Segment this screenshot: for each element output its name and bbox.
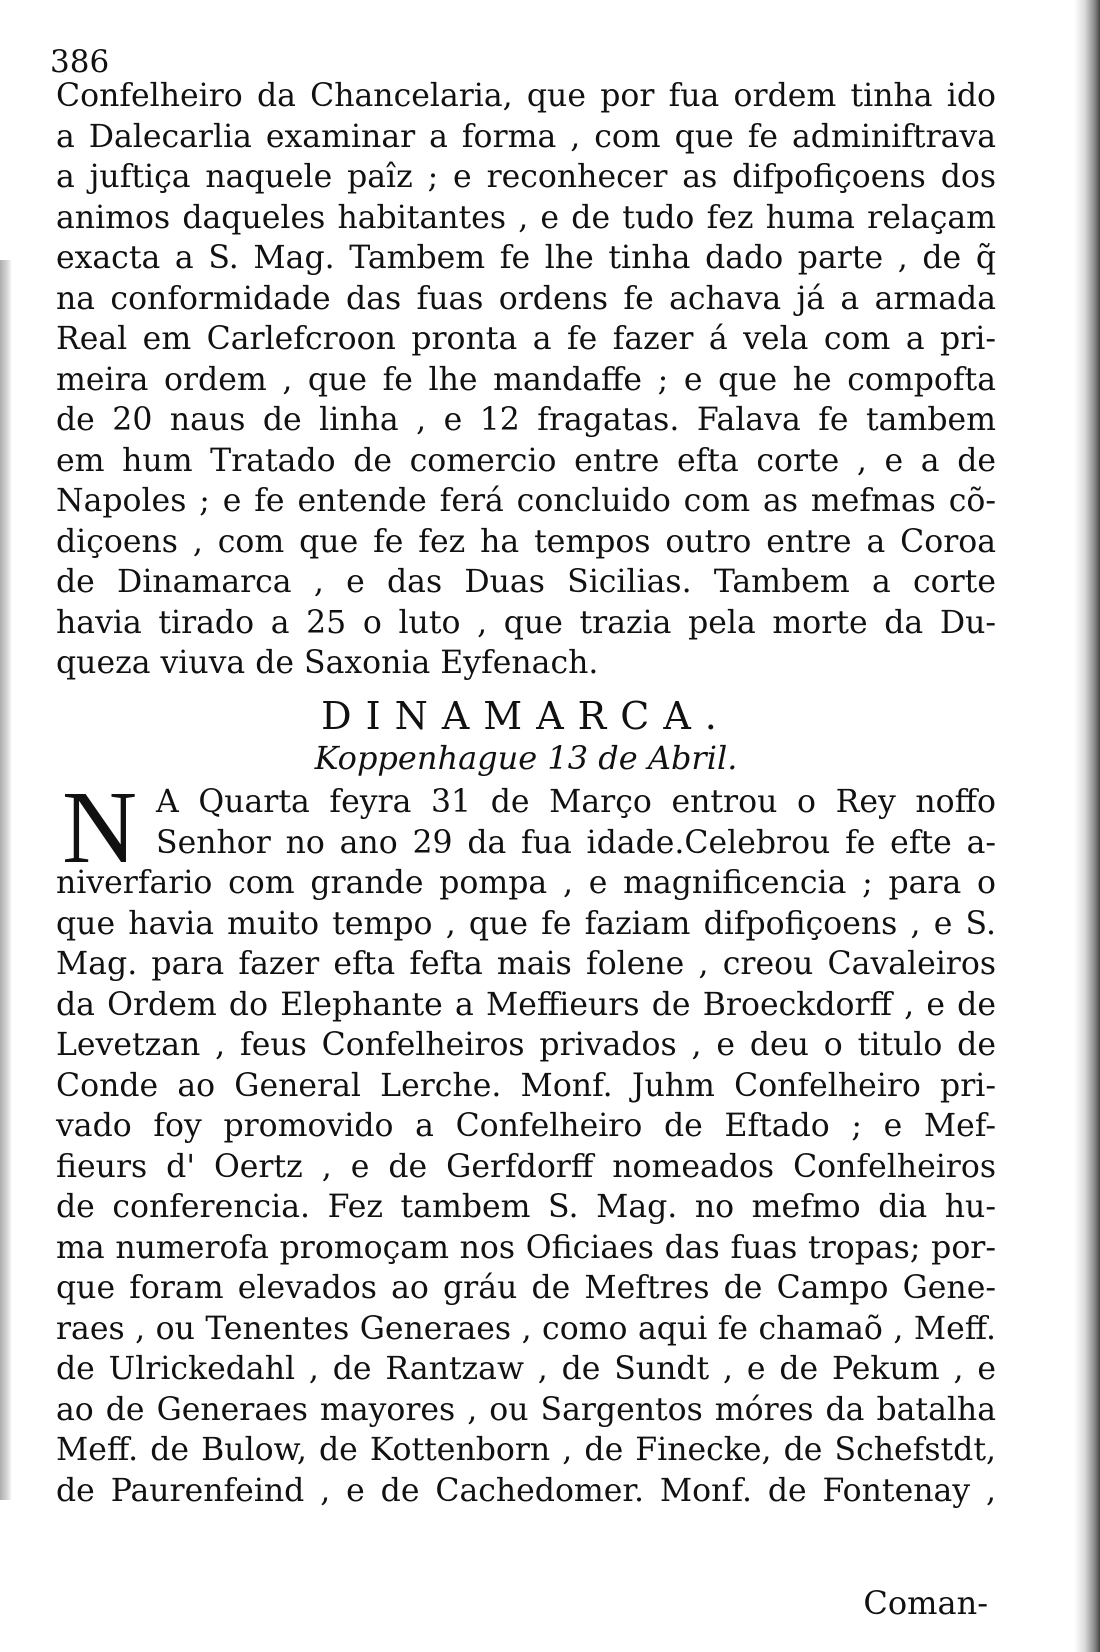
text-line: A Quarta feyra 31 de Março entrou o Rey noffo [156, 784, 996, 820]
page-edge-shadow-left [0, 260, 12, 1500]
drop-cap: N [62, 770, 138, 885]
text-line: ma numerofa promoçam nos Oficiaes das fuas tropas; por- [56, 1229, 996, 1266]
text-line: Napoles ; e fe entende ferá concluido com as mefmas cõ- [56, 483, 996, 519]
text-line: Confelheiro da Chancelaria, que por fua ordem tinha ido [56, 78, 996, 114]
text-line: de Paurenfeind , e de Cachedomer. Monf. de Fontenay , [56, 1472, 996, 1509]
text-line: na conformidade das fuas ordens fe achava já a armada [56, 280, 996, 317]
text-line: a juftiça naquele paîz ; e reconhecer as difpofiçoens dos [56, 159, 996, 195]
text-line: niverfario com grande pompa , e magnificencia ; para o [56, 865, 996, 901]
text-line: que foram elevados ao gráu de Meftres de Campo Gene- [56, 1270, 996, 1306]
text-line: de Dinamarca , e das Duas Sicilias. Tambem a corte [56, 564, 996, 600]
article-paragraph [56, 770, 996, 1511]
text-line: em hum Tratado de comercio entre efta corte , e a de [56, 442, 996, 479]
text-line: Meff. de Bulow, de Kottenborn , de Finecke, de Schefstdt, [56, 1432, 996, 1468]
text-line: queza viuva de Saxonia Eyfenach. [56, 645, 599, 681]
text-line: a Dalecarlia examinar a forma , com que fe adminiftrava [56, 118, 996, 155]
text-line: animos daqueles habitantes , e de tudo fez huma relaçam [56, 199, 996, 236]
text-line: ao de Generaes mayores , ou Sargentos móres da batalha [56, 1391, 996, 1428]
page-number: 386 [50, 44, 110, 80]
text-line: Mag. para fazer efta fefta mais folene , creou Cavaleiros [56, 946, 996, 982]
paragraph-continued [56, 76, 996, 684]
text-line: Senhor no ano 29 da fua idade.Celebrou fe efte a- [156, 824, 996, 861]
dateline: Koppenhague 13 de Abril. [314, 739, 738, 777]
text-line: exacta a S. Mag. Tambem fe lhe tinha dado parte , de q̃ [56, 240, 996, 276]
text-line: Levetzan , feus Confelheiros privados , e deu o titulo de [56, 1027, 996, 1063]
text-line: que havia muito tempo , que fe faziam difpofiçoens , e S. [56, 905, 996, 942]
text-line: de Ulrickedahl , de Rantzaw , de Sundt , e de Pekum , e [56, 1351, 996, 1387]
text-line: vado foy promovido a Confelheiro de Eftado ; e Mef- [56, 1108, 996, 1144]
text-line: diçoens , com que fe fez ha tempos outro entre a Coroa [56, 523, 996, 560]
text-line: de conferencia. Fez tambem S. Mag. no mefmo dia hu- [56, 1189, 996, 1225]
text-line: Real em Carlefcroon pronta a fe fazer á vela com a pri- [56, 321, 996, 357]
text-line: meira ordem , que fe lhe mandaffe ; e que he compofta [56, 361, 996, 398]
text-line: havia tirado a 25 o luto , que trazia pela morte da Du- [56, 604, 996, 641]
text-line: de 20 naus de linha , e 12 fragatas. Falava fe tambem [56, 402, 996, 438]
page-edge-shadow-right [1074, 0, 1100, 1652]
text-line: fieurs d' Oertz , e de Gerfdorff nomeados Confelheiros [56, 1148, 996, 1185]
text-line: raes , ou Tenentes Generaes , como aqui fe chamaõ , Meff. [56, 1310, 996, 1347]
catchword: Coman- [863, 1584, 988, 1622]
text-line: da Ordem do Elephante a Meffieurs de Broeckdorff , e de [56, 986, 996, 1023]
text-line: Conde ao General Lerche. Monf. Juhm Confelheiro pri- [56, 1067, 996, 1104]
section-heading: DINAMARCA. [321, 694, 731, 738]
